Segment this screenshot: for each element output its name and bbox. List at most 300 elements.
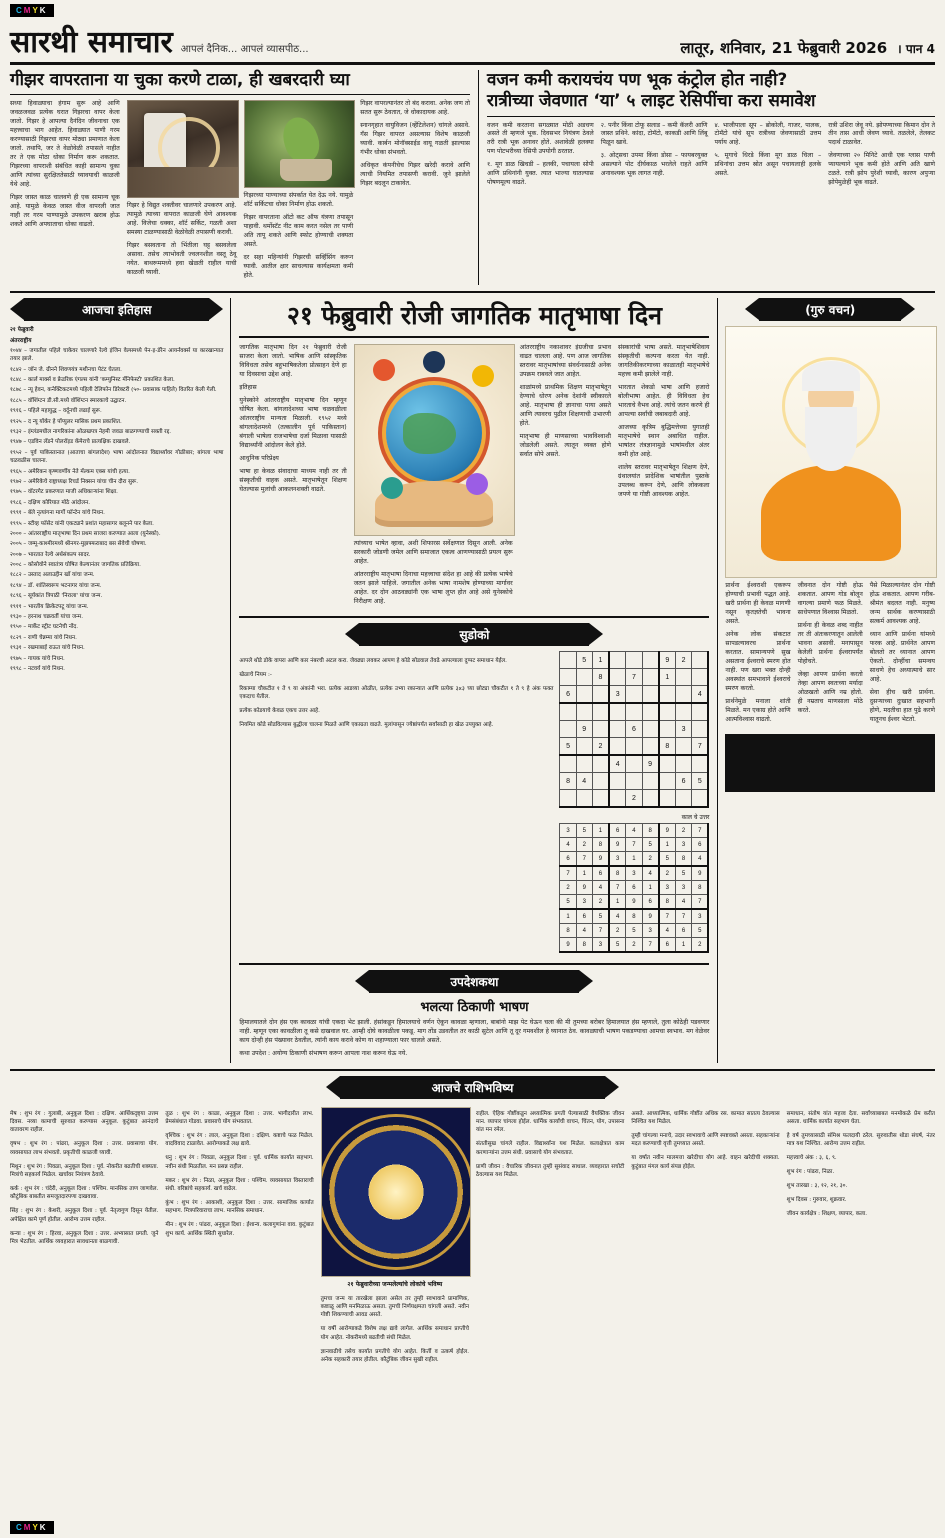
history-item: १९७५ – गायक यांचे निधन. — [10, 655, 65, 662]
sudoku-cell: 7 — [692, 824, 709, 838]
paragraph: तुमचा जन्म या तारखेला झाला असेल तर तुम्ही स्वभावाने प्रामाणिक, कष्टाळू आणि मनमिळाऊ असता. तुमची निर्णयक्षमता चांगली असते. नवीन गोष्टी शिकण्याची आवड असते. — [320, 1295, 469, 1319]
paragraph: मीन : शुभ रंग : पांढरा, अनुकूल दिशा : ईशान्य. कलागुणांना वाव. कुटुंबात शुभ कार्य. आर्थिक स्थिती सुधारेल. — [165, 1222, 314, 1237]
geyser-headline: गीझर वापरताना या चुका करणे टाळा, ही खबरदारी घ्या — [10, 70, 470, 95]
divider — [239, 963, 709, 965]
sudoku-cell: 7 — [692, 895, 709, 910]
sudoku-cell: 7 — [560, 866, 576, 881]
paragraph: गिझर वापरल्यानंतर तो बंद करावा. अनेक जण तो सतत सुरू ठेवतात, जे धोकादायक आहे. — [360, 100, 470, 117]
sudoku-cell[interactable] — [642, 738, 659, 756]
sudoku-cell[interactable] — [609, 721, 626, 738]
article-diet — [478, 70, 935, 285]
sudoku-row — [560, 866, 709, 881]
sudoku-cell[interactable] — [576, 703, 592, 721]
diet-col-4 — [828, 122, 935, 193]
divider — [239, 616, 709, 618]
paragraph: सध्या हिवाळ्याचा हंगाम सुरू आहे आणि जवळजवळ प्रत्येक घरात गिझरचा वापर केला जातो. गिझर हे आपल्या दैनंदिन जीवनाचा एक महत्त्वाचा भाग आहेत. हिवाळ्यात पाणी गरम करण्यासाठी गिझरचा वापर मोठ्या प्रमाणात केला जातो. तथापि, जर ते वेळोवेळी तपासले नाहीत तर ते एक मोठा धोका निर्माण करू शकतात. गिझरच्या वापराशी संबंधित काही सामान्य चुका आणि त्यांच्या सुरक्षिततेसाठी घ्यावयाची काळजी येथे आहे. — [10, 100, 120, 189]
sudoku-cell: 8 — [609, 866, 626, 881]
article-geyser — [10, 70, 470, 285]
sudoku-cell: 3 — [659, 881, 676, 895]
sudoku-cell: 4 — [609, 909, 626, 924]
decor-dot — [381, 477, 403, 499]
paragraph: प्रत्येक कोडयाचे केवळ एकच उत्तर आहे. — [239, 707, 320, 714]
paragraph: जीवन कार्यक्षेत्र : शिक्षण, व्यापार, कला. — [786, 1211, 868, 1218]
sudoku-cell: 6 — [576, 909, 592, 924]
paragraph: गिझर वापरताना ऑटो कट ऑफ यंत्रणा तपासून पाहावी. थर्मोस्टॅट नीट काम करत नसेल तर पाणी अति तापू शकते आणि स्फोट होण्याची शक्यता असते. — [243, 214, 354, 249]
sudoku-cell[interactable] — [642, 686, 659, 704]
sudoku-row — [560, 686, 709, 704]
globe-icon — [386, 385, 482, 481]
mother-tongue-body — [239, 344, 709, 611]
sudoku-cell[interactable] — [592, 790, 609, 808]
history-column — [10, 298, 231, 1063]
geyser-columns — [10, 100, 470, 285]
sudoku-cell[interactable] — [692, 669, 709, 686]
sudoku-cell: 6 — [675, 924, 691, 938]
history-item: १८४८ – कार्ल मार्क्स व फ्रेडरिक एंगल्स यांनी 'कम्युनिस्ट मॅनिफेस्टो' प्रकाशित केला. — [10, 377, 175, 384]
sudoku-cell: 3 — [592, 938, 609, 953]
sudoku-cell[interactable] — [626, 773, 642, 790]
sudoku-cell: 7 — [626, 669, 642, 686]
paragraph: आपले थोडे डोके वापरा आणि कार नंबरची अटल करा. जेवढ्या लवकर आपण हे कोडे सोडवाल तेवढे आपल्याला दुप्पट समाधान येईल. — [239, 657, 507, 664]
sudoku-cell: 5 — [642, 838, 659, 852]
sudoku-cell[interactable] — [576, 738, 592, 756]
sudoku-cell[interactable] — [692, 721, 709, 738]
diet-col-3 — [715, 122, 822, 193]
paragraph: आजच्या कृत्रिम बुद्धिमत्तेच्या युगातही मातृभाषेचे स्थान अबाधित राहील. भाषांतर तंत्रज्ञानामुळे भाषांमधील अंतर कमी होत आहे. — [618, 423, 710, 458]
sudoku-cell[interactable] — [626, 738, 642, 756]
history-item: १९७२ – अमेरिकेचे राष्ट्राध्यक्ष रिचर्ड निक्सन यांचा चीन दौरा सुरू. — [10, 478, 139, 485]
sudoku-cell: 4 — [642, 866, 659, 881]
paragraph: शुभ रंग : पांढरा, निळा. — [786, 1169, 835, 1176]
paragraph: आंतरराष्ट्रीय मातृभाषा दिनाचा महत्त्वाचा संदेश हा आहे की प्रत्येक भाषेचे जतन झाले पाहिजे. जगातील अनेक भाषा नामशेष होण्याच्या मार्गावर आहेत. दर दोन आठवड्यांनी एक भाषा लुप्त होत आहे असे युनेस्कोचे निरीक्षण आहे. — [353, 571, 513, 606]
paragraph: ४. भाजीपाला सूप – ब्रोकोली, गाजर, पालक, टोमॅटो यांचे सूप रात्रीच्या जेवणासाठी उत्तम पर्याय आहे. — [714, 121, 822, 147]
guru-col-3 — [870, 582, 935, 729]
guru-hair-shape — [802, 361, 860, 391]
paragraph: शाळांमध्ये प्राथमिक शिक्षण मातृभाषेतून देण्याचे धोरण अनेक देशांनी स्वीकारले आहे. मातृभाषा ही ज्ञानाचा पाया असते आणि त्यावरच पुढील शिक्षणाची उभारणी होते. — [519, 384, 612, 427]
paragraph: ज्ञानवाढीचे तसेच कार्यात प्रगतीचे योग आहेत. किर्ती व उत्कर्ष होईल. अनेक सहकारी तयार होतील. कौटुंबिक जीवन सुखी राहील. — [320, 1348, 469, 1364]
sudoku-cell[interactable] — [692, 703, 709, 721]
sudoku-cell: 8 — [560, 773, 576, 790]
sudoku-cell[interactable] — [609, 790, 626, 808]
masthead-right — [680, 38, 935, 58]
sudoku-cell: 3 — [642, 924, 659, 938]
guru-ribbon: (गुरु वचन) — [759, 298, 901, 321]
sudoku-cell[interactable] — [609, 773, 626, 790]
sudoku-cell: 2 — [626, 938, 642, 953]
sudoku-cell: 8 — [659, 895, 676, 910]
mt-col-1 — [239, 344, 346, 611]
sudoku-cell: 5 — [626, 924, 642, 938]
sudoku-cell[interactable] — [576, 669, 592, 686]
geyser-col-3 — [244, 100, 354, 285]
sudoku-cell[interactable] — [576, 686, 592, 704]
sudoku-cell: 4 — [576, 773, 592, 790]
history-item: २००८ – कोसोवोने स्वातंत्र्य घोषित केल्यानंतर जागतिक प्रतिक्रिया. — [10, 562, 141, 569]
sudoku-cell: 8 — [626, 909, 642, 924]
geyser-col-2 — [127, 100, 237, 285]
sudoku-cell: 9 — [642, 755, 659, 773]
paragraph: शालेय स्तरावर मातृभाषेतून शिक्षण देणे, ग्रंथालयांत प्रादेशिक भाषांतील पुस्तके उपलब्ध करून देणे, आणि लोककला जपणे या गोष्टी आवश्यक आहेत. — [618, 463, 710, 498]
sudoku-cell: 5 — [576, 824, 592, 838]
sudoku-cell: 6 — [560, 852, 576, 867]
paragraph: त्यांच्याच भाषेत व्हावा, अशी शिफारस सर्वेक्षणात दिसून आली. अनेक सरकारी जोडणी जमेल आणि समाजात एकत्व आणण्यासाठी प्रयत्न सुरू आहेत. — [353, 540, 513, 566]
sudoku-cell: 8 — [675, 852, 691, 867]
sudoku-cell: 1 — [576, 866, 592, 881]
sudoku-row — [560, 790, 709, 808]
geyser-col-4 — [360, 100, 470, 285]
sudoku-cell: 4 — [609, 755, 626, 773]
mother-tongue-illustration — [354, 344, 515, 536]
sudoku-cell: 4 — [659, 924, 676, 938]
cmyk-strip-bottom: CMYK — [10, 1521, 54, 1534]
sudoku-cell[interactable] — [659, 721, 676, 738]
paragraph: जीवनात दोन गोष्टी होऊ शकतात. आपण गोड बोलून वागल्या प्रमाणे फळ मिळते. साधेपणात विश्वास मिळतो. — [797, 582, 863, 617]
sudoku-cell[interactable] — [692, 652, 709, 669]
sudoku-cell: 1 — [659, 838, 676, 852]
sudoku-cell[interactable] — [642, 669, 659, 686]
paragraph: कथा उपदेश : अयोग्य ठिकाणी संभाषण करून आपला नाश करून घेऊ नये. — [239, 1049, 408, 1057]
sudoku-cell: 7 — [692, 738, 709, 756]
sudoku-cell: 9 — [692, 866, 709, 881]
sudoku-cell[interactable] — [626, 755, 642, 773]
sudoku-cell: 1 — [592, 824, 609, 838]
sudoku-cell[interactable] — [626, 703, 642, 721]
sudoku-cell: 5 — [675, 866, 691, 881]
sudoku-cell: 7 — [609, 881, 626, 895]
sudoku-cell[interactable] — [659, 686, 676, 704]
sudoku-cell: 1 — [659, 669, 676, 686]
history-list — [10, 326, 223, 673]
sudoku-cell[interactable] — [659, 703, 676, 721]
sudoku-cell: 4 — [675, 895, 691, 910]
history-item: १९९१ – बॅले नृत्यांगना मार्गो फॉन्टेन यांचे निधन. — [10, 510, 105, 517]
history-item: १९८६ – दक्षिण कोरियात मोठे आंदोलन. — [10, 499, 91, 506]
sudoku-cell: 1 — [592, 652, 609, 669]
bathroom-photo — [127, 100, 239, 198]
history-item: १८९६ – सूर्यकांत त्रिपाठी 'निराला' यांचा जन्म. — [10, 593, 103, 600]
cmyk-strip-top: CMYK — [10, 4, 54, 17]
sudoku-cell: 6 — [560, 686, 576, 704]
history-ribbon: आजचा इतिहास — [24, 298, 209, 321]
sudoku-cell: 3 — [675, 721, 691, 738]
sudoku-cell: 7 — [675, 909, 691, 924]
sudoku-cell[interactable] — [642, 703, 659, 721]
sudoku-cell: 8 — [659, 738, 676, 756]
sudoku-cell: 6 — [609, 824, 626, 838]
sudoku-cell: 9 — [560, 938, 576, 953]
sudoku-cell[interactable] — [675, 755, 691, 773]
sudoku-cell: 8 — [576, 938, 592, 953]
sudoku-cell: 3 — [675, 881, 691, 895]
sudoku-cell: 2 — [659, 866, 676, 881]
sudoku-cell: 8 — [560, 924, 576, 938]
history-item: १८८२ – उस्ताद अलाउद्दीन खाँ यांचा जन्म. — [10, 572, 95, 579]
history-item: १८८५ – वॉशिंग्टन डी.सी.मध्ये वॉशिंग्टन स्मारकाचे उद्घाटन. — [10, 397, 127, 404]
sudoku-cell[interactable] — [576, 755, 592, 773]
sun-icon — [369, 1165, 423, 1219]
sudoku-cell[interactable] — [692, 790, 709, 808]
paragraph: गिझरच्या पाण्याच्या संपर्कात येत देऊ नये. यामुळे शॉर्ट सर्किटचा धोका निर्माण होऊ शकतो. — [243, 192, 354, 209]
page-number: । पान 4 — [897, 42, 935, 56]
masthead — [10, 22, 935, 65]
sudoku-cell: 2 — [592, 895, 609, 910]
sudoku-row — [560, 909, 709, 924]
sudoku-cell: 1 — [642, 881, 659, 895]
sudoku-cell: 3 — [609, 686, 626, 704]
sudoku-ribbon: सुडोको — [359, 623, 589, 646]
sudoku-grids — [559, 651, 709, 958]
paragraph: गिझर जास्त काळ चालवणे ही एक सामान्य चूक आहे. यामुळे केवळ जास्त वीज वापरली जात नाही तर गरम पाण्यामुळे उपकरण खराब होऊ शकते आणि अपघाताचा धोका वाढतो. — [10, 194, 120, 229]
sudoku-cell[interactable] — [592, 703, 609, 721]
sudoku-cell[interactable] — [642, 773, 659, 790]
sudoku-cell: 2 — [560, 881, 576, 895]
sudoku-row — [560, 938, 709, 953]
sudoku-row — [560, 824, 709, 838]
upadesh-ribbon: उपदेशकथा — [369, 970, 579, 993]
paragraph: रात्री उशिरा जेवू नये. झोपण्याच्या किमान दोन ते तीन तास आधी जेवण घ्यावे. तळलेले, तेलकट पदार्थ टाळावेत. — [828, 121, 936, 147]
paragraph: मकर : शुभ रंग : निळा, अनुकूल दिशा : पश्चिम. व्यवसायात विस्ताराची संधी. वरिष्ठांचे सहकार्य. खर्च वाढेल. — [165, 1177, 314, 1193]
sudoku-cell[interactable] — [560, 755, 576, 773]
history-date: २१ फेब्रुवारी — [10, 327, 34, 334]
history-item: १९४७ – एडविन लँडने पोलरॉइड कॅमेराचे प्रात्यक्षिक दाखवले. — [10, 439, 131, 446]
sudoku-cell[interactable] — [675, 686, 691, 704]
sudoku-cell: 6 — [626, 881, 642, 895]
paragraph: ३. ओट्सचा उपमा किंवा डोसा – फायबरयुक्त असल्याने पोट दीर्घकाळ भरलेले राहते आणि अनावश्यक भूक लागत नाही. — [600, 152, 708, 178]
decor-dot — [466, 473, 488, 495]
paragraph: प्रार्थनेमुळे मनाला शांती मिळते. मन एकाग्र होते आणि आत्मविश्वास वाढतो. — [725, 697, 791, 723]
history-item: १९२५ – द न्यू यॉर्कर हे पॉप्युलर मासिक प्रथम प्रकाशित. — [10, 418, 122, 425]
paragraph: प्रार्थना ही केवळ शब्द नाहीत तर ती अंतःकरणातून आलेली भावना असावी. मनापासून केलेली प्रार्थना ईश्वरापर्यंत पोहोचते. — [797, 622, 863, 665]
sudoku-cell: 4 — [626, 824, 642, 838]
sudoku-cell[interactable] — [560, 669, 576, 686]
sudoku-cell: 5 — [659, 852, 676, 867]
mother-tongue-title: २१ फेब्रुवारी रोजी जागतिक मातृभाषा दिन — [239, 298, 709, 338]
paragraph: इतिहास — [239, 384, 257, 392]
mt-col-2 — [354, 344, 513, 611]
history-item: १८७८ – न्यू हेवन, कनेक्टिकटमध्ये पहिली टेलिफोन डिरेक्टरी (५०- प्रवासाक पाहिले) वितरित केली गेली. — [10, 387, 217, 394]
paragraph: जेव्हा आपण प्रार्थना करतो तेव्हा आपण स्वतःच्या मर्यादा ओळखतो आणि नम्र होतो. ही नम्रताच माणसाला मोठे करते. — [797, 670, 863, 714]
paragraph: दर सहा महिन्यांनी गिझरची सर्व्हिसिंग करून घ्यावी. आतील क्षार साचल्यास कार्यक्षमता कमी होते. — [243, 254, 354, 280]
paragraph: संस्कारांची भाषा असते. मातृभाषेशिवाय संस्कृतीची कल्पना करता येत नाही. जागतिकीकरणाच्या काळातही मातृभाषेचे महत्त्व कमी झालेले नाही. — [618, 344, 710, 379]
history-item: १९१६ – पहिले महायुद्ध – वर्दूनची लढाई सुरू. — [10, 408, 102, 415]
sudoku-cell: 2 — [576, 838, 592, 852]
sudoku-row — [560, 838, 709, 852]
sudoku-cell[interactable] — [609, 703, 626, 721]
sudoku-cell: 7 — [659, 909, 676, 924]
paper-title: सारथी समाचार — [10, 25, 173, 60]
sudoku-cell: 9 — [659, 824, 676, 838]
sudoku-cell: 2 — [626, 790, 642, 808]
sudoku-cell: 6 — [592, 866, 609, 881]
horoscope-col-4 — [476, 1104, 624, 1370]
sudoku-cell[interactable] — [560, 790, 576, 808]
sudoku-cell: 5 — [560, 895, 576, 910]
sudoku-cell: 7 — [592, 924, 609, 938]
paragraph: जागतिक मातृभाषा दिन २१ फेब्रुवारी रोजी साजरा केला जातो. भाषिक आणि सांस्कृतिक विविधता तसेच बहुभाषिकतेला प्रोत्साहन देणे हा या दिवसाचा उद्देश आहे. — [239, 344, 347, 379]
sudoku-cell[interactable] — [659, 790, 676, 808]
sudoku-cell: 5 — [692, 773, 709, 790]
sudoku-cell: 3 — [576, 895, 592, 910]
paragraph: प्रार्थना ईश्वराशी एकरूप होण्याची प्रभावी पद्धत आहे. खरी प्रार्थना ही केवळ मागणी नसून कृतज्ञतेची भावना असते. — [725, 582, 791, 626]
sudoku-cell[interactable] — [675, 669, 691, 686]
sudoku-cell: 9 — [642, 909, 659, 924]
sudoku-cell[interactable] — [592, 773, 609, 790]
paragraph: कर्क : शुभ रंग : चंदेरी, अनुकूल दिशा : पश्चिम. मानसिक ताण जाणवेल. कौटुंबिक बाबतीत समजूतदारपणा दाखवावा. — [10, 1186, 159, 1201]
sudoku-cell[interactable] — [609, 669, 626, 686]
sudoku-cell: 3 — [609, 852, 626, 867]
sudoku-cell[interactable] — [626, 652, 642, 669]
diet-headline-line1: वजन कमी करायचंय पण भूक कंट्रोल होत नाही? — [486, 70, 788, 90]
horoscope-columns — [10, 1104, 935, 1370]
sudoku-row — [560, 669, 709, 686]
paragraph: असते. आध्यात्मिक, धार्मिक गोष्टींत अधिक रस. कामात सातत्य ठेवल्यास निश्चित यश मिळेल. — [631, 1110, 780, 1125]
guru-beard-shape — [805, 407, 857, 471]
history-item: १९३१ – रखमाबाई राऊत यांचे निधन. — [10, 645, 85, 652]
paragraph: धनु : शुभ रंग : पिवळा, अनुकूल दिशा : पूर्व. धार्मिक कार्यात सहभाग. नवीन संधी मिळतील. मन प्रसन्न राहील. — [165, 1155, 314, 1170]
sudoku-cell: 6 — [692, 838, 709, 852]
sudoku-cell: 7 — [576, 852, 592, 867]
sudoku-cell: 9 — [592, 852, 609, 867]
horoscope-col-2 — [165, 1104, 313, 1370]
sudoku-cell[interactable] — [560, 703, 576, 721]
sudoku-cell: 6 — [675, 773, 691, 790]
floor-shape — [128, 167, 238, 197]
history-item: १९५२ – पूर्व पाकिस्तानात (आताचा बांगलादेश) भाषा आंदोलनात विद्यार्थ्यांवर गोळीबार; बांगला भाषा चळवळीस चालना. — [10, 449, 224, 465]
paragraph: ५. मूगाचे धिरडे किंवा मूग डाळ चिला – प्रथिनांचा उत्तम स्रोत असून पचायलाही हलके असते. — [714, 152, 822, 178]
sudoku-cell: 8 — [592, 669, 609, 686]
sudoku-cell[interactable] — [576, 790, 592, 808]
sudoku-cell: 7 — [642, 938, 659, 953]
sudoku-cell: 6 — [626, 721, 642, 738]
sudoku-cell[interactable] — [642, 721, 659, 738]
sudoku-cell: 8 — [692, 881, 709, 895]
masthead-left — [10, 25, 309, 60]
horoscope-col-5 — [631, 1104, 779, 1370]
sudoku-cell: 4 — [592, 881, 609, 895]
sudoku-cell[interactable] — [560, 652, 576, 669]
horoscope-zodiac-col — [321, 1104, 469, 1370]
sudoku-cell[interactable] — [626, 686, 642, 704]
decor-dot — [472, 365, 494, 387]
paragraph: १. मूग डाळ खिचडी – हलकी, पचायला सोपी आणि प्रथिनांनी युक्त. त्यात भाज्या घातल्यास पोषणमूल्य वाढते. — [486, 161, 594, 187]
paragraph: कुंभ : शुभ रंग : आकाशी, अनुकूल दिशा : उत्तर. सामाजिक कार्यात सहभाग. मित्रपरिवाराचा लाभ. मानसिक समाधान. — [165, 1200, 314, 1215]
paragraph: वजन कमी करताना सगळ्यात मोठी अडचण असते ती म्हणजे भूक. दिवसभर नियंत्रण ठेवले तरी रात्री भूक अनावर होते. अशावेळी हलक्या पण पोटभरीच्या रेसिपी उपयोगी ठरतात. — [486, 121, 594, 156]
upadesh-title: भलत्या ठिकाणी भाषण — [420, 1000, 529, 1015]
guru-col-2 — [798, 582, 863, 729]
paragraph: स्नानगृहात वायुविजन (व्हेंटिलेशन) चांगले असावे. गॅस गिझर वापरत असल्यास विशेष काळजी घ्यावी. कार्बन मोनॉक्साईड वायू गळती झाल्यास गंभीर धोका संभवतो. — [360, 122, 470, 157]
history-item: १९५० – मार्केट स्ट्रीट घटनेची नोंद. — [10, 624, 79, 631]
zodiac-wheel-illustration — [321, 1107, 471, 1277]
paragraph: महत्त्वाचे अंक : ३, ६, ९. — [786, 1155, 837, 1162]
sudoku-cell[interactable] — [692, 755, 709, 773]
sudoku-cell: 3 — [675, 838, 691, 852]
sudoku-row — [560, 703, 709, 721]
paragraph: आंतरराष्ट्रीय नकाशावर इंग्रजीचा प्रभाव वाढत चालला आहे. पण आज जागतिक स्तरावर मातृभाषांच्या संवर्धनासाठी अनेक उपक्रम राबवले जात आहेत. — [519, 344, 612, 379]
guru-columns — [725, 582, 935, 729]
sudoku-cell[interactable] — [592, 721, 609, 738]
history-item: १९९८ – नटवर्य यांचे निधन. — [10, 666, 65, 672]
sudoku-cell[interactable] — [642, 790, 659, 808]
paragraph: कन्या : शुभ रंग : हिरवा, अनुकूल दिशा : उत्तर. अभ्यासात प्रगती. जुने मित्र भेटतील. आर्थिक व्यवहारात सावधानता बाळगावी. — [10, 1230, 159, 1246]
sudoku-cell: 9 — [609, 838, 626, 852]
sudoku-cell[interactable] — [675, 790, 691, 808]
sudoku-cell: 9 — [626, 895, 642, 910]
paragraph: वृश्चिक : शुभ रंग : लाल, अनुकूल दिशा : दक्षिण. कष्टाचे फळ मिळेल. वादविवाद टाळावेत. आरोग्याकडे लक्ष द्यावे. — [165, 1132, 314, 1148]
horoscope-ribbon: आजचे राशिभविष्य — [340, 1076, 605, 1099]
history-item: २००७ – भारतात रेल्वे अर्थसंकल्प सादर. — [10, 551, 91, 558]
paragraph: वृषभ : शुभ रंग : पांढरा, अनुकूल दिशा : उत्तर. प्रवासाचा योग. व्यवसायात लाभ संभवतो. प्रकृतीची काळजी घ्यावी. — [10, 1141, 159, 1156]
paragraph: पैसे मिळाल्यानंतर दोन गोष्टी होऊ शकतात. आपण गरीब-श्रीमंत बदलत नाही. मनुष्य जन्म सार्थक करण्यासाठी सत्कर्म आवश्यक आहे. — [869, 582, 935, 626]
sudoku-cell: 2 — [675, 652, 691, 669]
sudoku-cell[interactable] — [592, 755, 609, 773]
history-item: २००५ – जम्मू-काश्मीरमध्ये श्रीनगर-मुझफ्फराबाद बस सेवेची घोषणा. — [10, 541, 147, 548]
sudoku-cell: 5 — [692, 924, 709, 938]
sudoku-cell[interactable] — [675, 703, 691, 721]
sudoku-cell: 7 — [626, 838, 642, 852]
sudoku-cell: 3 — [692, 909, 709, 924]
horoscope-section — [10, 1069, 935, 1370]
history-item: १९११ – भारतीय क्रिकेटपटू यांचा जन्म. — [10, 603, 89, 610]
sudoku-puzzle-grid[interactable] — [559, 651, 709, 808]
paragraph: अधिकृत कंपनीचेच गिझर खरेदी करावे आणि त्याची नियमित तपासणी करावी. जुने झालेले गिझर बदलून टाकावेत. — [360, 162, 470, 188]
paragraph: तुम्ही चांगल्या मनाचे, उदार स्वभावाचे आणि स्पष्टवक्ते असता. सहकाऱ्यांना मदत करण्याची वृत्ती तुमच्यात असते. — [631, 1132, 780, 1148]
sudoku-row — [560, 895, 709, 910]
sudoku-cell: 4 — [576, 924, 592, 938]
guru-column — [717, 298, 935, 1063]
sudoku-cell: 9 — [576, 881, 592, 895]
history-item: १९७५ – वॉटरगेट प्रकरणात माजी अधिकाऱ्यांना शिक्षा. — [10, 489, 118, 496]
paragraph: २. पनीर किंवा टोफू सलाड – कमी कॅलरी आणि जास्त प्रथिने. कांदा, टोमॅटो, काकडी आणि लिंबू पिळून खावे. — [600, 121, 708, 147]
paragraph: रिकाम्या चौकटीत १ ते ९ या अंकांनी भरा. प्रत्येक आडव्या ओळीत, प्रत्येक उभ्या रकान्यात आणि प्रत्येक ३x३ च्या छोट्या चौकटीत १ ते ९ हे अंक फक्त एकदाच येतील. — [239, 685, 554, 700]
paragraph: जेवणाच्या २० मिनिटे आधी एक ग्लास पाणी प्यायल्याने भूक कमी होते आणि अति खाणे टळते. रात्री झोप पुरेशी घ्यावी, कारण अपुऱ्या झोपेमुळेही भूक वाढते. — [828, 152, 936, 187]
plant-photo — [244, 100, 356, 188]
sudoku-row — [560, 924, 709, 938]
paragraph: शुभ दिवस : गुरुवार, शुक्रवार. — [786, 1197, 847, 1204]
paragraph: ध्यान आणि प्रार्थना यांमध्ये फरक आहे. प्रार्थनेत आपण बोलतो तर ध्यानात आपण ऐकतो. दोन्हींचा समन्वय साधणे हेच अध्यात्माचे सार आहे. — [869, 631, 935, 683]
sudoku-cell: 5 — [592, 909, 609, 924]
paragraph: मेष : शुभ रंग : गुलाबी, अनुकूल दिशा : दक्षिण. आर्थिकदृष्ट्या उत्तम दिवस. नव्या कामाची सुरुवात करण्यास अनुकूल. कुटुंबात आनंदाचे वातावरण राहील. — [10, 1110, 159, 1134]
sudoku-cell[interactable] — [642, 652, 659, 669]
sudoku-cell[interactable] — [659, 755, 676, 773]
sudoku-row — [560, 881, 709, 895]
paragraph: संततीसुख चांगले राहील. विद्यार्थ्यांना यश मिळेल. कलाक्षेत्रात काम करणाऱ्यांना उत्तम संधी. प्रवासाचे योग संभवतात. — [475, 1141, 625, 1156]
sudoku-cell: 4 — [692, 686, 709, 704]
paragraph: मातृभाषा ही माणसाच्या भावविश्वाशी जोडलेली असते. त्यातून व्यक्त होणे सर्वात सोपे असते. — [519, 432, 612, 458]
sudoku-cell[interactable] — [592, 686, 609, 704]
center-column — [239, 298, 709, 1063]
sudoku-cell: 2 — [592, 738, 609, 756]
history-item: १९९५ – स्टीव्ह फॉसेट यांनी एकट्याने प्रशांत महासागर बलूनने पार केला. — [10, 520, 154, 527]
sudoku-row — [560, 738, 709, 756]
paragraph: सिंह : शुभ रंग : केशरी, अनुकूल दिशा : पूर्व. नेतृत्वगुण दिसून येतील. अपेक्षित कामे पूर्ण होतील. आरोग्य उत्तम राहील. — [10, 1208, 159, 1223]
paragraph: अनेक लोक संकटात सापडल्यावरच प्रार्थना करतात. सामान्यपणे सुख असताना ईश्वराचे स्मरण होत नाही. पण खरा भक्त दोन्ही अवस्थांत समभावाने ईश्वराचे स्मरण करतो. — [725, 631, 791, 692]
sudoku-answer-grid — [559, 823, 709, 953]
sudoku-cell[interactable] — [609, 738, 626, 756]
sudoku-cell[interactable] — [659, 773, 676, 790]
geyser-col-1 — [10, 100, 120, 285]
horoscope-col-1 — [10, 1104, 158, 1370]
sudoku-cell: 6 — [659, 938, 676, 953]
top-section — [10, 70, 935, 285]
paragraph: भारतात शेकडो भाषा आणि हजारो बोलीभाषा आहेत. ही विविधता हेच भारताचे वैभव आहे. त्यांचे जतन करणे ही आपल्या सर्वांची जबाबदारी आहे. — [618, 384, 710, 418]
paragraph: हे वर्ष तुमच्यासाठी संमिश्र फलदायी ठरेल. सुरुवातीस थोडा संघर्ष, नंतर मात्र यश निश्चित. आरोग्य उत्तम राहील. — [786, 1132, 935, 1148]
decor-dot — [373, 359, 395, 381]
ad-placeholder — [725, 734, 935, 792]
sudoku-cell[interactable] — [609, 652, 626, 669]
sudoku-cell[interactable] — [675, 738, 691, 756]
sudoku-cell: 3 — [560, 824, 576, 838]
sudoku-cell[interactable] — [560, 721, 576, 738]
